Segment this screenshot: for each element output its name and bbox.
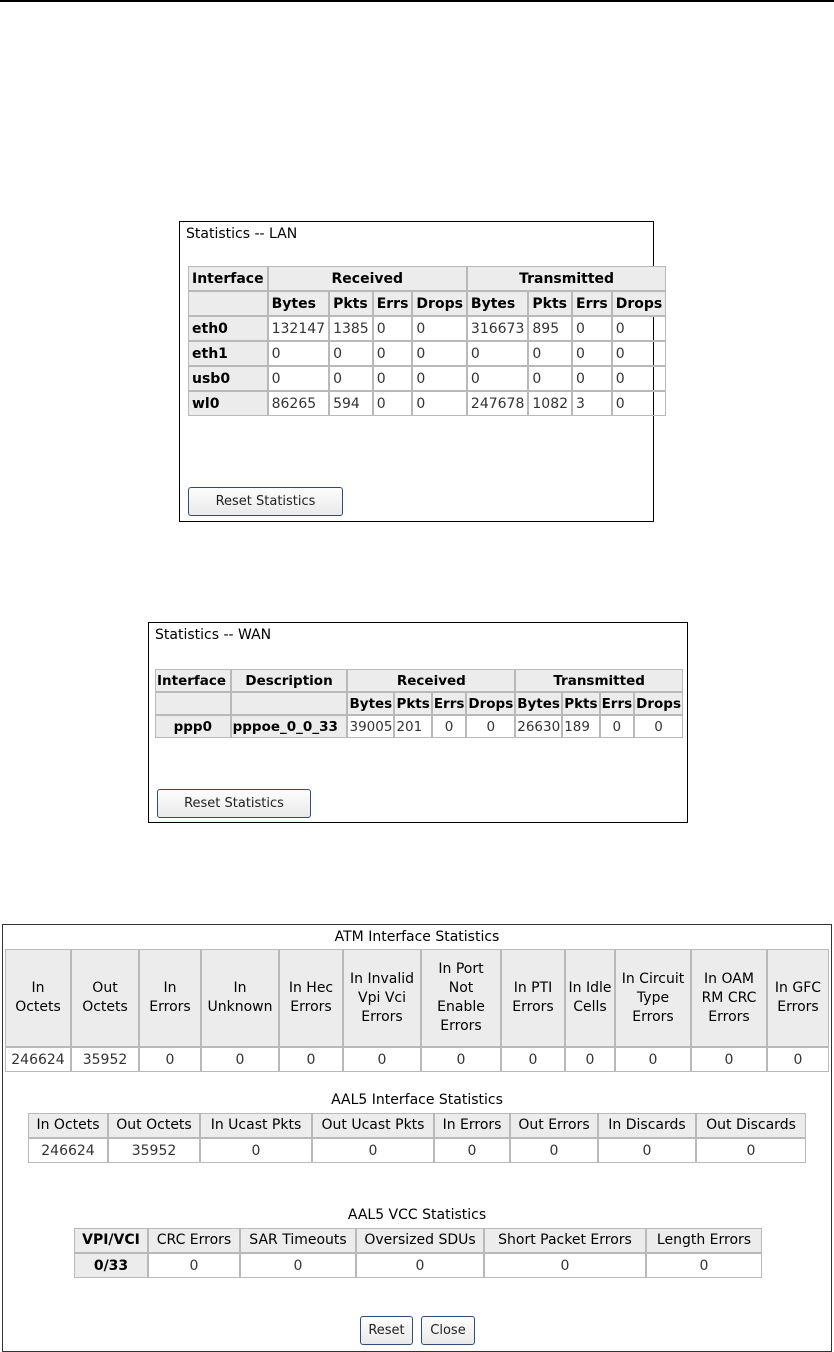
aal5-header-row bbox=[28, 1113, 806, 1138]
cell: 0 bbox=[598, 1138, 696, 1163]
cell: 0 bbox=[612, 341, 667, 366]
cell: 0 bbox=[528, 341, 572, 366]
table-row bbox=[188, 391, 666, 416]
cell: 0 bbox=[343, 1047, 421, 1072]
lan-sub-tx-errs: Errs bbox=[572, 291, 612, 316]
wan-sub-tx-errs: Errs bbox=[600, 692, 635, 715]
wan-subheader-blank bbox=[231, 692, 348, 715]
atm-col-in-errors: In Errors bbox=[139, 949, 201, 1047]
cell: 0 bbox=[356, 1253, 484, 1278]
atm-statistics-panel bbox=[2, 924, 832, 1352]
wan-panel-title: Statistics -- WAN bbox=[155, 627, 272, 643]
cell: 0 bbox=[279, 1047, 343, 1072]
cell: 0 bbox=[501, 1047, 565, 1072]
interface-name: ppp0 bbox=[155, 715, 231, 738]
aal5-col-in-errors: In Errors bbox=[434, 1113, 510, 1138]
cell: 132147 bbox=[268, 316, 329, 341]
aal5-interface-statistics-title: AAL5 Interface Statistics bbox=[331, 1092, 503, 1108]
vcc-header-row bbox=[74, 1228, 762, 1253]
cell: 0 bbox=[412, 366, 467, 391]
cell: 0 bbox=[412, 316, 467, 341]
cell: 0 bbox=[572, 341, 612, 366]
wan-subheader-blank bbox=[155, 692, 231, 715]
cell: 0 bbox=[373, 341, 413, 366]
lan-sub-rx-drops: Drops bbox=[412, 291, 467, 316]
vcc-col-short-packet-errors: Short Packet Errors bbox=[484, 1228, 646, 1253]
lan-sub-rx-bytes: Bytes bbox=[268, 291, 329, 316]
cell: 0 bbox=[312, 1138, 434, 1163]
cell: 3 bbox=[572, 391, 612, 416]
wan-sub-tx-drops: Drops bbox=[634, 692, 683, 715]
table-row bbox=[188, 341, 666, 366]
cell: 0 bbox=[268, 341, 329, 366]
cell: 0 bbox=[572, 316, 612, 341]
wan-header-row bbox=[155, 669, 683, 692]
atm-col-in-unknown: In Unknown bbox=[201, 949, 279, 1047]
top-rule bbox=[0, 0, 834, 2]
aal5-col-out-ucast-pkts: Out Ucast Pkts bbox=[312, 1113, 434, 1138]
wan-statistics-table bbox=[155, 669, 683, 738]
wan-sub-rx-pkts: Pkts bbox=[394, 692, 431, 715]
cell: 1082 bbox=[528, 391, 572, 416]
table-row bbox=[28, 1138, 806, 1163]
cell: 0 bbox=[615, 1047, 691, 1072]
cell: 0 bbox=[373, 391, 413, 416]
cell: 0 bbox=[646, 1253, 762, 1278]
aal5-col-out-octets: Out Octets bbox=[108, 1113, 200, 1138]
cell: 0 bbox=[412, 391, 467, 416]
cell: 0 bbox=[148, 1253, 240, 1278]
vcc-col-crc-errors: CRC Errors bbox=[148, 1228, 240, 1253]
lan-sub-tx-pkts: Pkts bbox=[528, 291, 572, 316]
atm-interface-statistics-title: ATM Interface Statistics bbox=[334, 929, 500, 945]
cell: 0 bbox=[767, 1047, 829, 1072]
atm-col-in-octets: In Octets bbox=[5, 949, 71, 1047]
atm-col-in-gfc-errors: In GFC Errors bbox=[767, 949, 829, 1047]
cell: 0 bbox=[612, 316, 667, 341]
vcc-col-sar-timeouts: SAR Timeouts bbox=[240, 1228, 356, 1253]
cell: 0 bbox=[696, 1138, 806, 1163]
lan-col-transmitted: Transmitted bbox=[467, 266, 666, 291]
cell: 0 bbox=[612, 366, 667, 391]
cell: 26630 bbox=[515, 715, 562, 738]
atm-col-in-hec-errors: In Hec Errors bbox=[279, 949, 343, 1047]
cell: 0 bbox=[466, 715, 515, 738]
table-row bbox=[5, 1047, 829, 1072]
table-row bbox=[188, 316, 666, 341]
cell: 0 bbox=[612, 391, 667, 416]
wan-statistics-panel bbox=[148, 622, 688, 823]
cell: 0 bbox=[528, 366, 572, 391]
aal5-col-in-ucast-pkts: In Ucast Pkts bbox=[200, 1113, 312, 1138]
wan-col-transmitted: Transmitted bbox=[515, 669, 683, 692]
cell: 0 bbox=[139, 1047, 201, 1072]
lan-subheader-blank bbox=[188, 291, 268, 316]
cell: 0 bbox=[484, 1253, 646, 1278]
wan-sub-tx-pkts: Pkts bbox=[562, 692, 599, 715]
interface-name: wl0 bbox=[188, 391, 268, 416]
atm-col-in-oam-rm-crc-errors: In OAM RM CRC Errors bbox=[691, 949, 767, 1047]
cell: 0 bbox=[467, 366, 528, 391]
lan-sub-rx-errs: Errs bbox=[373, 291, 413, 316]
vcc-col-length-errors: Length Errors bbox=[646, 1228, 762, 1253]
cell: 0 bbox=[572, 366, 612, 391]
cell: 0 bbox=[240, 1253, 356, 1278]
cell: 895 bbox=[528, 316, 572, 341]
lan-sub-rx-pkts: Pkts bbox=[329, 291, 373, 316]
cell: 0 bbox=[329, 341, 373, 366]
cell: 594 bbox=[329, 391, 373, 416]
aal5-vcc-statistics-title: AAL5 VCC Statistics bbox=[347, 1207, 487, 1223]
atm-col-in-pti-errors: In PTI Errors bbox=[501, 949, 565, 1047]
wan-sub-rx-bytes: Bytes bbox=[347, 692, 394, 715]
wan-sub-rx-drops: Drops bbox=[466, 692, 515, 715]
cell: 39005 bbox=[347, 715, 394, 738]
vcc-col-oversized-sdus: Oversized SDUs bbox=[356, 1228, 484, 1253]
cell: 35952 bbox=[71, 1047, 139, 1072]
cell: 0 bbox=[510, 1138, 598, 1163]
cell: 246624 bbox=[5, 1047, 71, 1072]
cell: 0 bbox=[432, 715, 467, 738]
aal5-interface-table bbox=[28, 1113, 806, 1163]
cell: 0 bbox=[200, 1138, 312, 1163]
atm-col-in-circuit-type-errors: In Circuit Type Errors bbox=[615, 949, 691, 1047]
aal5-col-in-octets: In Octets bbox=[28, 1113, 108, 1138]
lan-col-interface: Interface bbox=[188, 266, 268, 291]
cell: 0 bbox=[565, 1047, 615, 1072]
lan-statistics-panel bbox=[179, 221, 663, 522]
interface-description: pppoe_0_0_33 bbox=[231, 715, 348, 738]
interface-name: eth1 bbox=[188, 341, 268, 366]
lan-subheader-row bbox=[188, 291, 666, 316]
cell: 0 bbox=[634, 715, 683, 738]
atm-col-in-idle-cells: In Idle Cells bbox=[565, 949, 615, 1047]
cell: 0 bbox=[434, 1138, 510, 1163]
lan-panel-title: Statistics -- LAN bbox=[186, 226, 298, 242]
wan-col-received: Received bbox=[347, 669, 515, 692]
cell: 0 bbox=[201, 1047, 279, 1072]
cell: 246624 bbox=[28, 1138, 108, 1163]
cell: 0 bbox=[329, 366, 373, 391]
aal5-col-out-discards: Out Discards bbox=[696, 1113, 806, 1138]
table-row bbox=[188, 366, 666, 391]
cell: 316673 bbox=[467, 316, 528, 341]
wan-sub-rx-errs: Errs bbox=[432, 692, 467, 715]
lan-header-row bbox=[188, 266, 666, 291]
vcc-col-vpi-vci: VPI/VCI bbox=[74, 1228, 148, 1253]
wan-reset-statistics-button[interactable]: Reset Statistics bbox=[157, 789, 311, 818]
wan-sub-tx-bytes: Bytes bbox=[515, 692, 562, 715]
cell: 189 bbox=[562, 715, 599, 738]
vpi-vci-value: 0/33 bbox=[74, 1253, 148, 1278]
cell: 247678 bbox=[467, 391, 528, 416]
wan-col-description: Description bbox=[231, 669, 348, 692]
lan-col-received: Received bbox=[268, 266, 467, 291]
wan-subheader-row bbox=[155, 692, 683, 715]
atm-col-in-port-not-enable-errors: In Port Not Enable Errors bbox=[421, 949, 501, 1047]
wan-col-interface: Interface bbox=[155, 669, 231, 692]
cell: 86265 bbox=[268, 391, 329, 416]
cell: 35952 bbox=[108, 1138, 200, 1163]
lan-sub-tx-drops: Drops bbox=[612, 291, 667, 316]
atm-interface-table bbox=[5, 949, 829, 1072]
cell: 0 bbox=[691, 1047, 767, 1072]
reset-button[interactable]: Reset bbox=[360, 1316, 413, 1345]
aal5-vcc-table bbox=[74, 1228, 762, 1278]
cell: 1385 bbox=[329, 316, 373, 341]
lan-sub-tx-bytes: Bytes bbox=[467, 291, 528, 316]
cell: 0 bbox=[373, 316, 413, 341]
aal5-col-out-errors: Out Errors bbox=[510, 1113, 598, 1138]
cell: 201 bbox=[394, 715, 431, 738]
table-row bbox=[155, 715, 683, 738]
cell: 0 bbox=[467, 341, 528, 366]
cell: 0 bbox=[373, 366, 413, 391]
table-row bbox=[74, 1253, 762, 1278]
cell: 0 bbox=[600, 715, 635, 738]
lan-reset-statistics-button[interactable]: Reset Statistics bbox=[188, 487, 343, 516]
atm-col-in-invalid-vpi-vci-errors: In Invalid Vpi Vci Errors bbox=[343, 949, 421, 1047]
close-button[interactable]: Close bbox=[421, 1316, 475, 1345]
cell: 0 bbox=[412, 341, 467, 366]
aal5-col-in-discards: In Discards bbox=[598, 1113, 696, 1138]
interface-name: usb0 bbox=[188, 366, 268, 391]
cell: 0 bbox=[268, 366, 329, 391]
interface-name: eth0 bbox=[188, 316, 268, 341]
atm-col-out-octets: Out Octets bbox=[71, 949, 139, 1047]
cell: 0 bbox=[421, 1047, 501, 1072]
lan-statistics-table bbox=[188, 266, 666, 416]
atm-header-row bbox=[5, 949, 829, 1047]
